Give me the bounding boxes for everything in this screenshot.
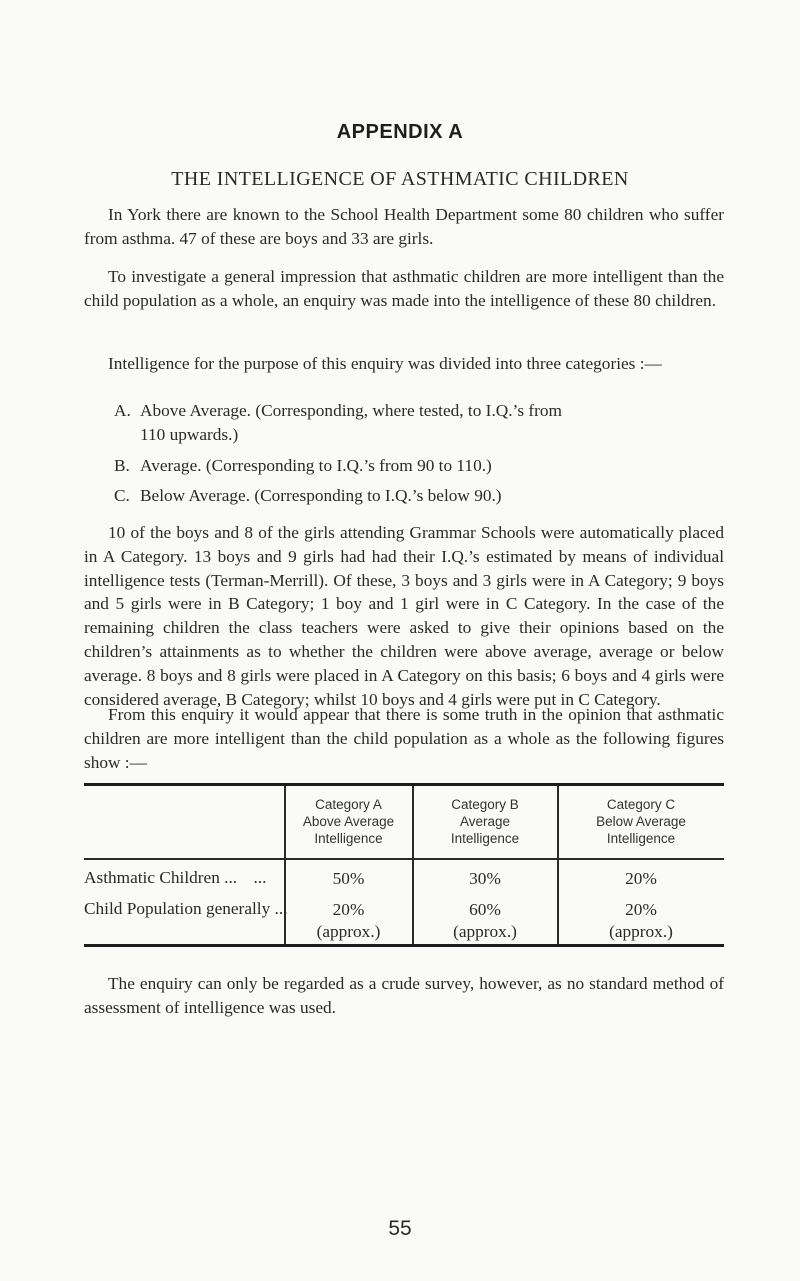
paragraph-5-text: From this enquiry it would appear that there is some truth in the opinion that asthmatic children are more intelligent than the child population as a whole as the following figures show :—	[84, 705, 724, 772]
row-label-asthmatic-text: Asthmatic Children ...	[84, 868, 238, 887]
header-category-b-line3: Intelligence	[450, 831, 520, 846]
section-title: THE INTELLIGENCE OF ASTHMATIC CHILDREN	[171, 168, 629, 190]
appendix-heading: APPENDIX A	[336, 121, 464, 143]
header-category-c-line2: Below Average	[596, 814, 686, 829]
paragraph-2-text: To investigate a general impression that asthmatic children are more intelligent than the child population as a whole, an enquiry was made into the intelligence of these 80 children.	[84, 267, 724, 310]
cell-population-a-note: (approx.)	[316, 922, 381, 941]
paragraph-6-text: The enquiry can only be regarded as a crude survey, however, as no standard method of assessment of intelligence was used.	[84, 974, 724, 1017]
table-header-rule	[84, 858, 724, 860]
header-category-b	[413, 796, 557, 847]
cell-population-b	[413, 899, 557, 943]
header-category-b-line1: Category B	[451, 797, 519, 812]
paragraph-4	[84, 521, 724, 711]
row-label-asthmatic	[84, 868, 266, 888]
row-label-asthmatic-dots: ...	[253, 868, 267, 887]
paragraph-3-text: Intelligence for the purpose of this enquiry was divided into three categories :—	[108, 354, 662, 373]
category-c	[114, 484, 724, 508]
header-category-a-line3: Intelligence	[314, 831, 383, 846]
header-category-c-line3: Intelligence	[606, 831, 676, 846]
header-category-a-line2: Above Average	[302, 814, 395, 829]
cell-asthmatic-c-value: 20%	[625, 869, 657, 888]
cell-population-b-note: (approx.)	[453, 922, 517, 941]
category-a-continuation: 110 upwards.)	[140, 424, 239, 444]
page-number: 55	[388, 1217, 412, 1240]
row-label-population	[84, 899, 288, 919]
category-b-letter: B.	[114, 456, 130, 475]
category-c-text: Below Average. (Corresponding to I.Q.’s below 90.)	[140, 486, 502, 505]
cell-population-c-note: (approx.)	[609, 922, 673, 941]
paragraph-5	[84, 703, 724, 774]
paragraph-2	[84, 265, 724, 313]
header-category-b-line2: Average	[459, 814, 511, 829]
paragraph-4-text: 10 of the boys and 8 of the girls attending Grammar Schools were automatically placed in A Category. 13 boys and 9 girls had had their I.Q.’s estimated by means of individual intelligence tests (Terman-Merrill). Of these, 3 boys and 3 girls were in A Category; 9 boys and 5 girls were in B Category; 1 boy and 1 girl were in C Category. In the case of the remaining children the class teachers were asked to give their opinions based on the children’s attainments as to whether the children were above average, average or below average. 8 boys and 8 girls were placed in A Category on this basis; 6 boys and 4 girls were considered average, B Category; whilst 10 boys and 4 girls were put in C Category.	[84, 523, 724, 709]
cell-population-a	[285, 899, 412, 943]
category-a	[114, 399, 724, 447]
header-category-c-line1: Category C	[606, 797, 676, 812]
cell-asthmatic-b-value: 30%	[469, 869, 501, 888]
cell-population-b-value: 60%	[469, 900, 501, 919]
category-a-letter: A.	[114, 401, 131, 420]
category-b-text: Average. (Corresponding to I.Q.’s from 90 to 110.)	[140, 456, 492, 475]
row-label-population-text: Child Population generally ...	[84, 899, 288, 918]
cell-asthmatic-b	[413, 868, 557, 890]
cell-asthmatic-c	[558, 868, 724, 890]
header-category-c	[558, 796, 724, 847]
category-b	[114, 454, 724, 478]
cell-population-c	[558, 899, 724, 943]
paragraph-1	[84, 203, 724, 251]
category-a-text: Above Average. (Corresponding, where tested, to I.Q.’s from	[140, 401, 562, 420]
category-c-letter: C.	[114, 486, 130, 505]
paragraph-3	[84, 352, 724, 376]
paragraph-1-text: In York there are known to the School Health Department some 80 children who suffer from asthma. 47 of these are boys and 33 are girls.	[84, 205, 724, 248]
cell-asthmatic-a	[285, 868, 412, 890]
cell-asthmatic-a-value: 50%	[332, 869, 365, 888]
header-category-a	[285, 796, 412, 847]
cell-population-a-value: 20%	[332, 900, 365, 919]
cell-population-c-value: 20%	[625, 900, 657, 919]
header-category-a-line1: Category A	[315, 797, 382, 812]
intelligence-table	[84, 783, 724, 947]
paragraph-6	[84, 972, 724, 1020]
